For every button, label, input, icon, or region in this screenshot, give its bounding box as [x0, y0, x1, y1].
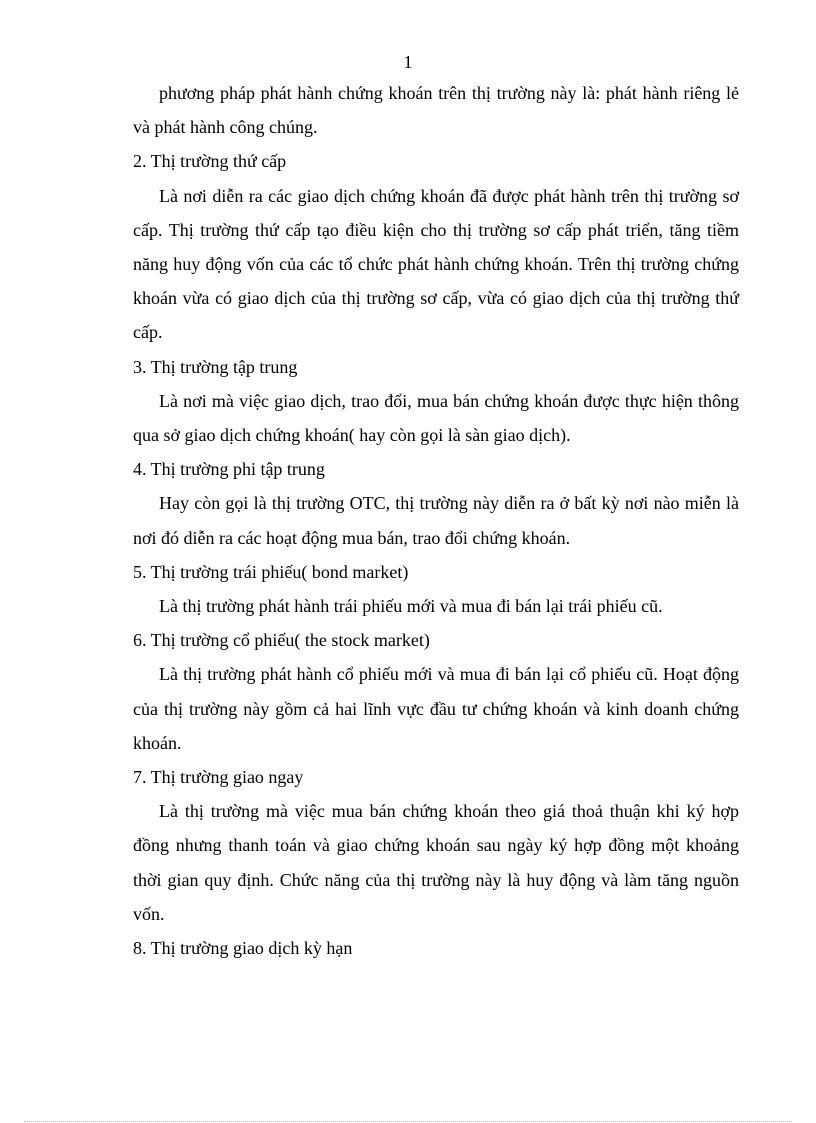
heading-secondary-market: 2. Thị trường thứ cấp — [133, 151, 287, 172]
paragraph-otc-market: Hay còn gọi là thị trường OTC, thị trường này diễn ra ở bất kỳ nơi nào miễn là nơi đó diễn ra các hoạt động mua bán, trao đổi chứng khoán. — [133, 493, 739, 548]
heading-centralized-market: 3. Thị trường tập trung — [133, 356, 298, 377]
document-body — [133, 76, 739, 965]
page-bottom-divider — [24, 1121, 792, 1122]
paragraph-centralized-market: Là nơi mà việc giao dịch, trao đổi, mua bán chứng khoán được thực hiện thông qua sở giao dịch chứng khoán( hay còn gọi là sàn giao dịch). — [133, 390, 739, 446]
heading-forward-market: 8. Thị trường giao dịch kỳ hạn — [133, 938, 353, 959]
paragraph-stock-market: Là thị trường phát hành cổ phiếu mới và mua đi bán lại cổ phiếu cũ. Hoạt động của thị trường này gồm cả hai lĩnh vực đầu tư chứng khoán và kinh doanh chứng khoán. — [133, 664, 739, 753]
paragraph-bond-market: Là thị trường phát hành trái phiếu mới và mua đi bán lại trái phiếu cũ. — [159, 596, 663, 617]
paragraph-spot-market: Là thị trường mà việc mua bán chứng khoán theo giá thoả thuận khi ký hợp đồng nhưng thanh toán và giao chứng khoán sau ngày ký hợp đồng một khoảng thời gian quy định. Chức năng của thị trường này là huy động và làm tăng nguồn vốn. — [133, 801, 739, 924]
page-number: 1 — [403, 52, 413, 72]
paragraph-secondary-market: Là nơi diễn ra các giao dịch chứng khoán đã được phát hành trên thị trường sơ cấp. Thị trường thứ cấp tạo điều kiện cho thị trường sơ cấp phát triển, tăng tiềm năng huy động vốn của các tổ chức phát hành chứng khoán. Trên thị trường chứng khoán vừa có giao dịch của thị trường sơ cấp, vừa có giao dịch của thị trường thứ cấp. — [133, 185, 739, 343]
heading-spot-market: 7. Thị trường giao ngay — [133, 767, 304, 788]
paragraph-issuance-methods: phương pháp phát hành chứng khoán trên thị trường này là: phát hành riêng lẻ và phát hành công chúng. — [133, 83, 739, 138]
heading-stock-market: 6. Thị trường cổ phiếu( the stock market) — [133, 630, 430, 651]
heading-otc-market: 4. Thị trường phi tập trung — [133, 459, 325, 480]
heading-bond-market: 5. Thị trường trái phiếu( bond market) — [133, 561, 409, 582]
